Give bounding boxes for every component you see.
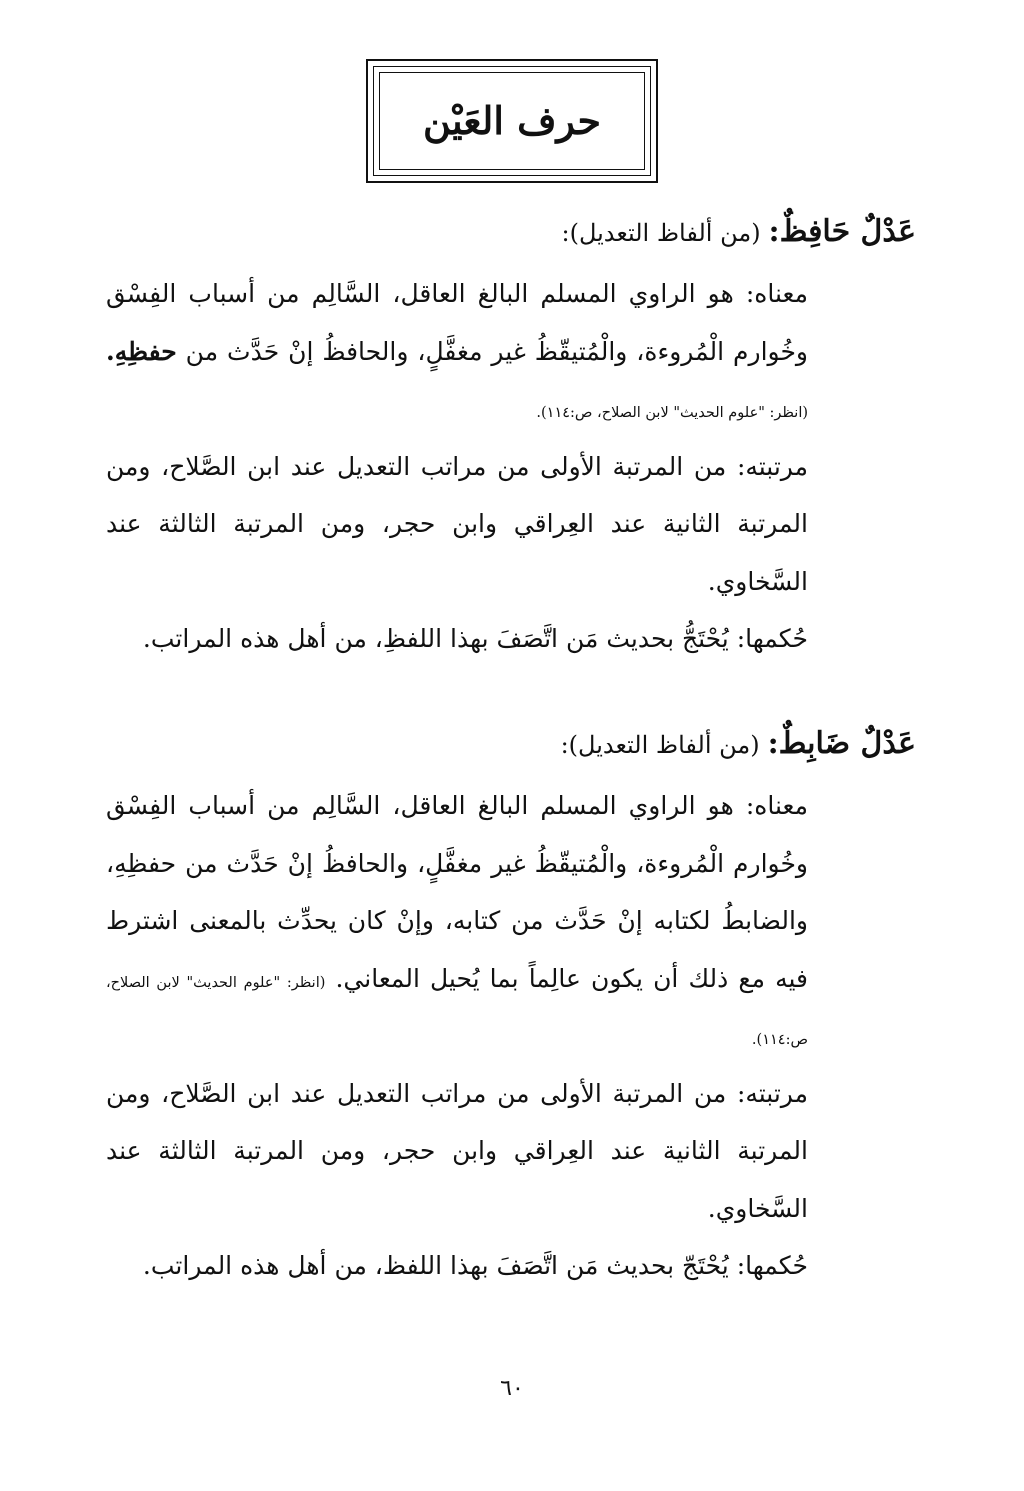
- entry-rank: مرتبته: من المرتبة الأولى من مراتب التعديل عند ابن الصَّلاح، ومن المرتبة الثانية عند العِراقي وابن حجر، ومن المرتبة الثالثة عند السَّخاوي.: [106, 451, 808, 596]
- entry-ruling: حُكمها: يُحْتَجّ بحديث مَن اتَّصَفَ بهذا اللفظ، من أهل هذه المراتب.: [142, 1251, 808, 1280]
- meaning-reference: (انظر: "علوم الحديث" لابن الصلاح، ص:١١٤).: [106, 974, 808, 1048]
- page-number: ٦٠: [500, 1376, 524, 1401]
- entry-rank: مرتبته: من المرتبة الأولى من مراتب التعديل عند ابن الصَّلاح، ومن المرتبة الثانية عند العِراقي وابن حجر، ومن المرتبة الثالثة عند السَّخاوي.: [106, 1078, 808, 1223]
- section-title: حرف العَيْن: [423, 98, 601, 143]
- meaning-reference: (انظر: "علوم الحديث" لابن الصلاح، ص:١١٤).: [536, 405, 808, 421]
- entry-term: عَدْلٌ حَافِظٌ:: [768, 214, 916, 249]
- entry-adl-hafiz: [106, 212, 916, 668]
- entry-source-label: (من ألفاظ التعديل):: [560, 731, 760, 759]
- meaning-last-word: حفظِهِ.: [106, 336, 177, 366]
- section-title-frame: [366, 59, 658, 183]
- entry-meaning: [106, 777, 808, 1065]
- meaning-text: معناه: هو الراوي المسلم البالغ العاقل، السَّالِم من أسباب الفِسْق وخُوارم الْمُروءة، والْمُتيقّظُ غير مغفَّلٍ، والحافظُ إنْ حَدَّث من: [106, 279, 808, 366]
- entry-ruling: حُكمها: يُحْتَجُّ بحديث مَن اتَّصَفَ بهذا اللفظِ، من أهل هذه المراتب.: [142, 624, 808, 653]
- entry-term: عَدْلٌ ضَابِطٌ:: [767, 726, 916, 761]
- title-frame-inner-border: [373, 66, 651, 176]
- entry-heading: [106, 212, 916, 252]
- entry-heading: [106, 724, 916, 764]
- entry-source-label: (من ألفاظ التعديل):: [561, 219, 761, 247]
- title-frame-innermost-border: [379, 72, 645, 170]
- meaning-text: معناه: هو الراوي المسلم البالغ العاقل، السَّالِم من أسباب الفِسْق وخُوارم الْمُروءة، والْمُتيقّظُ غير مغفَّلٍ، والحافظُ إنْ حَدَّث من حفظِهِ، والضابطُ لكتابه إنْ حَدَّث من كتابه، وإنْ كان يحدِّث بالمعنى اشترط فيه مع ذلك أن يكون عالِماً بما يُحيل المعاني.: [106, 791, 808, 993]
- entry-adl-dabit: [106, 724, 916, 1295]
- entry-meaning: [106, 265, 808, 438]
